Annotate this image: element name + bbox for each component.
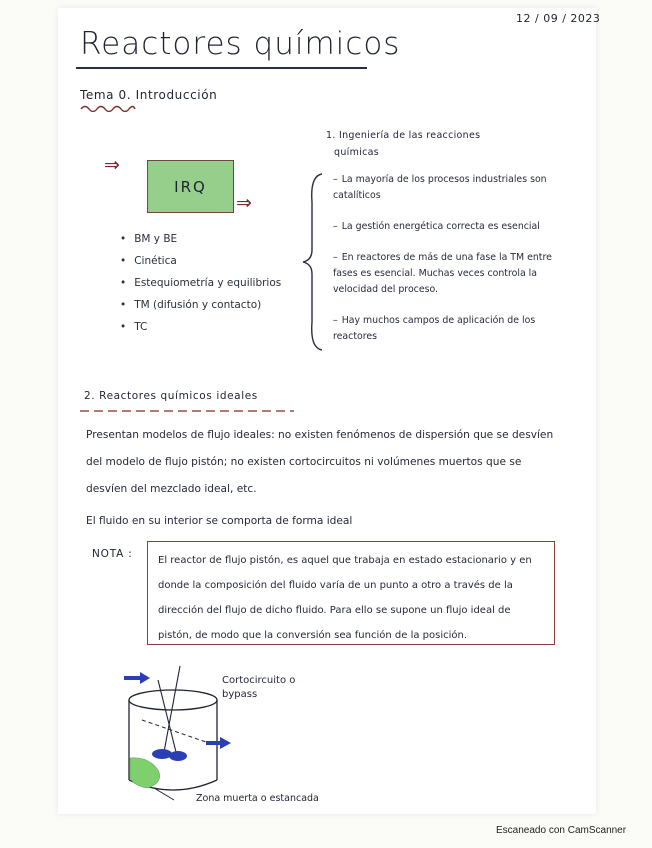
tema-heading: Tema 0. Introducción [80,88,218,102]
date: 12 / 09 / 2023 [516,12,601,25]
list-item: – En reactores de más de una fase la TM entre fases es esencial. Muchas veces controla la velocidad del proceso. [333,252,552,295]
irq-label: IRQ [174,177,207,196]
nota-label: NOTA : [92,548,133,560]
section2-dashed-underline [80,408,295,414]
section1-heading-line1: 1. Ingeniería de las reacciones [326,130,481,141]
page-title: Reactores químicos [80,26,401,62]
list-item: • BM y BE [120,228,281,250]
nota-box [147,541,555,645]
stirrer-shaft [164,666,180,752]
list-item: – La gestión energética correcta es esencial [333,221,540,232]
dead-zone-label: Zona muerta o estancada [196,793,319,804]
bypass-label: Cortocircuito o bypass [222,675,296,700]
title-underline [76,67,367,69]
outlet-arrow-icon [206,737,231,749]
stirrer-shaft [158,680,176,752]
list-item: • TC [120,316,281,338]
section1-heading [326,127,480,161]
list-item-text: En reactores de más de una fase la TM entre fases es esencial. Muchas veces controla la velocidad del proceso. [333,252,552,295]
list-item-text: Hay muchos campos de aplicación de los reactores [333,315,536,342]
section1-heading-line2: químicas [334,147,379,158]
list-item: • TM (difusión y contacto) [120,294,281,316]
list-item: – La mayoría de los procesos industriales son catalíticos [333,174,547,201]
paragraph-flow-models: Presentan modelos de flujo ideales: no existen fenómenos de dispersión que se desvíen del modelo de flujo pistón; no existen cortocircuitos ni volúmenes muertos que se desvíen del mezclado ideal, etc. [86,429,554,495]
irq-box [147,160,234,213]
paragraph-ideal-fluid: El fluido en su interior se comporta de forma ideal [86,515,353,527]
nota-text: El reactor de flujo pistón, es aquel que trabaja en estado estacionario y en donde la composición del fluido varía de un punto a otro a través de la dirección del flujo de dicho fluido. Para ello se supone un flujo ideal de pistón, de modo que la conversión sea función de la posición. [158,555,532,641]
input-arrow-icon: ⇒ [104,154,120,176]
list-item: • Estequiometría y equilibrios [120,272,281,294]
list-item-text: La gestión energética correcta es esencial [341,221,540,232]
list-item: • Cinética [120,250,281,272]
scanner-watermark: Escaneado con CamScanner [496,825,627,836]
list-item-text: La mayoría de los procesos industriales son catalíticos [333,174,547,201]
impeller-icon [152,749,187,761]
output-arrow-icon: ⇒ [236,192,252,214]
irq-notes-list [333,172,555,360]
bypass-line [142,720,206,742]
inlet-arrow-icon [124,672,150,684]
irq-topics-list [120,228,281,338]
section2-heading: 2. Reactores químicos ideales [84,390,258,402]
tema-wavy-underline [80,104,136,112]
list-item: – Hay muchos campos de aplicación de los reactores [333,315,536,342]
dead-zone-icon [130,758,160,788]
curly-brace [300,172,326,352]
